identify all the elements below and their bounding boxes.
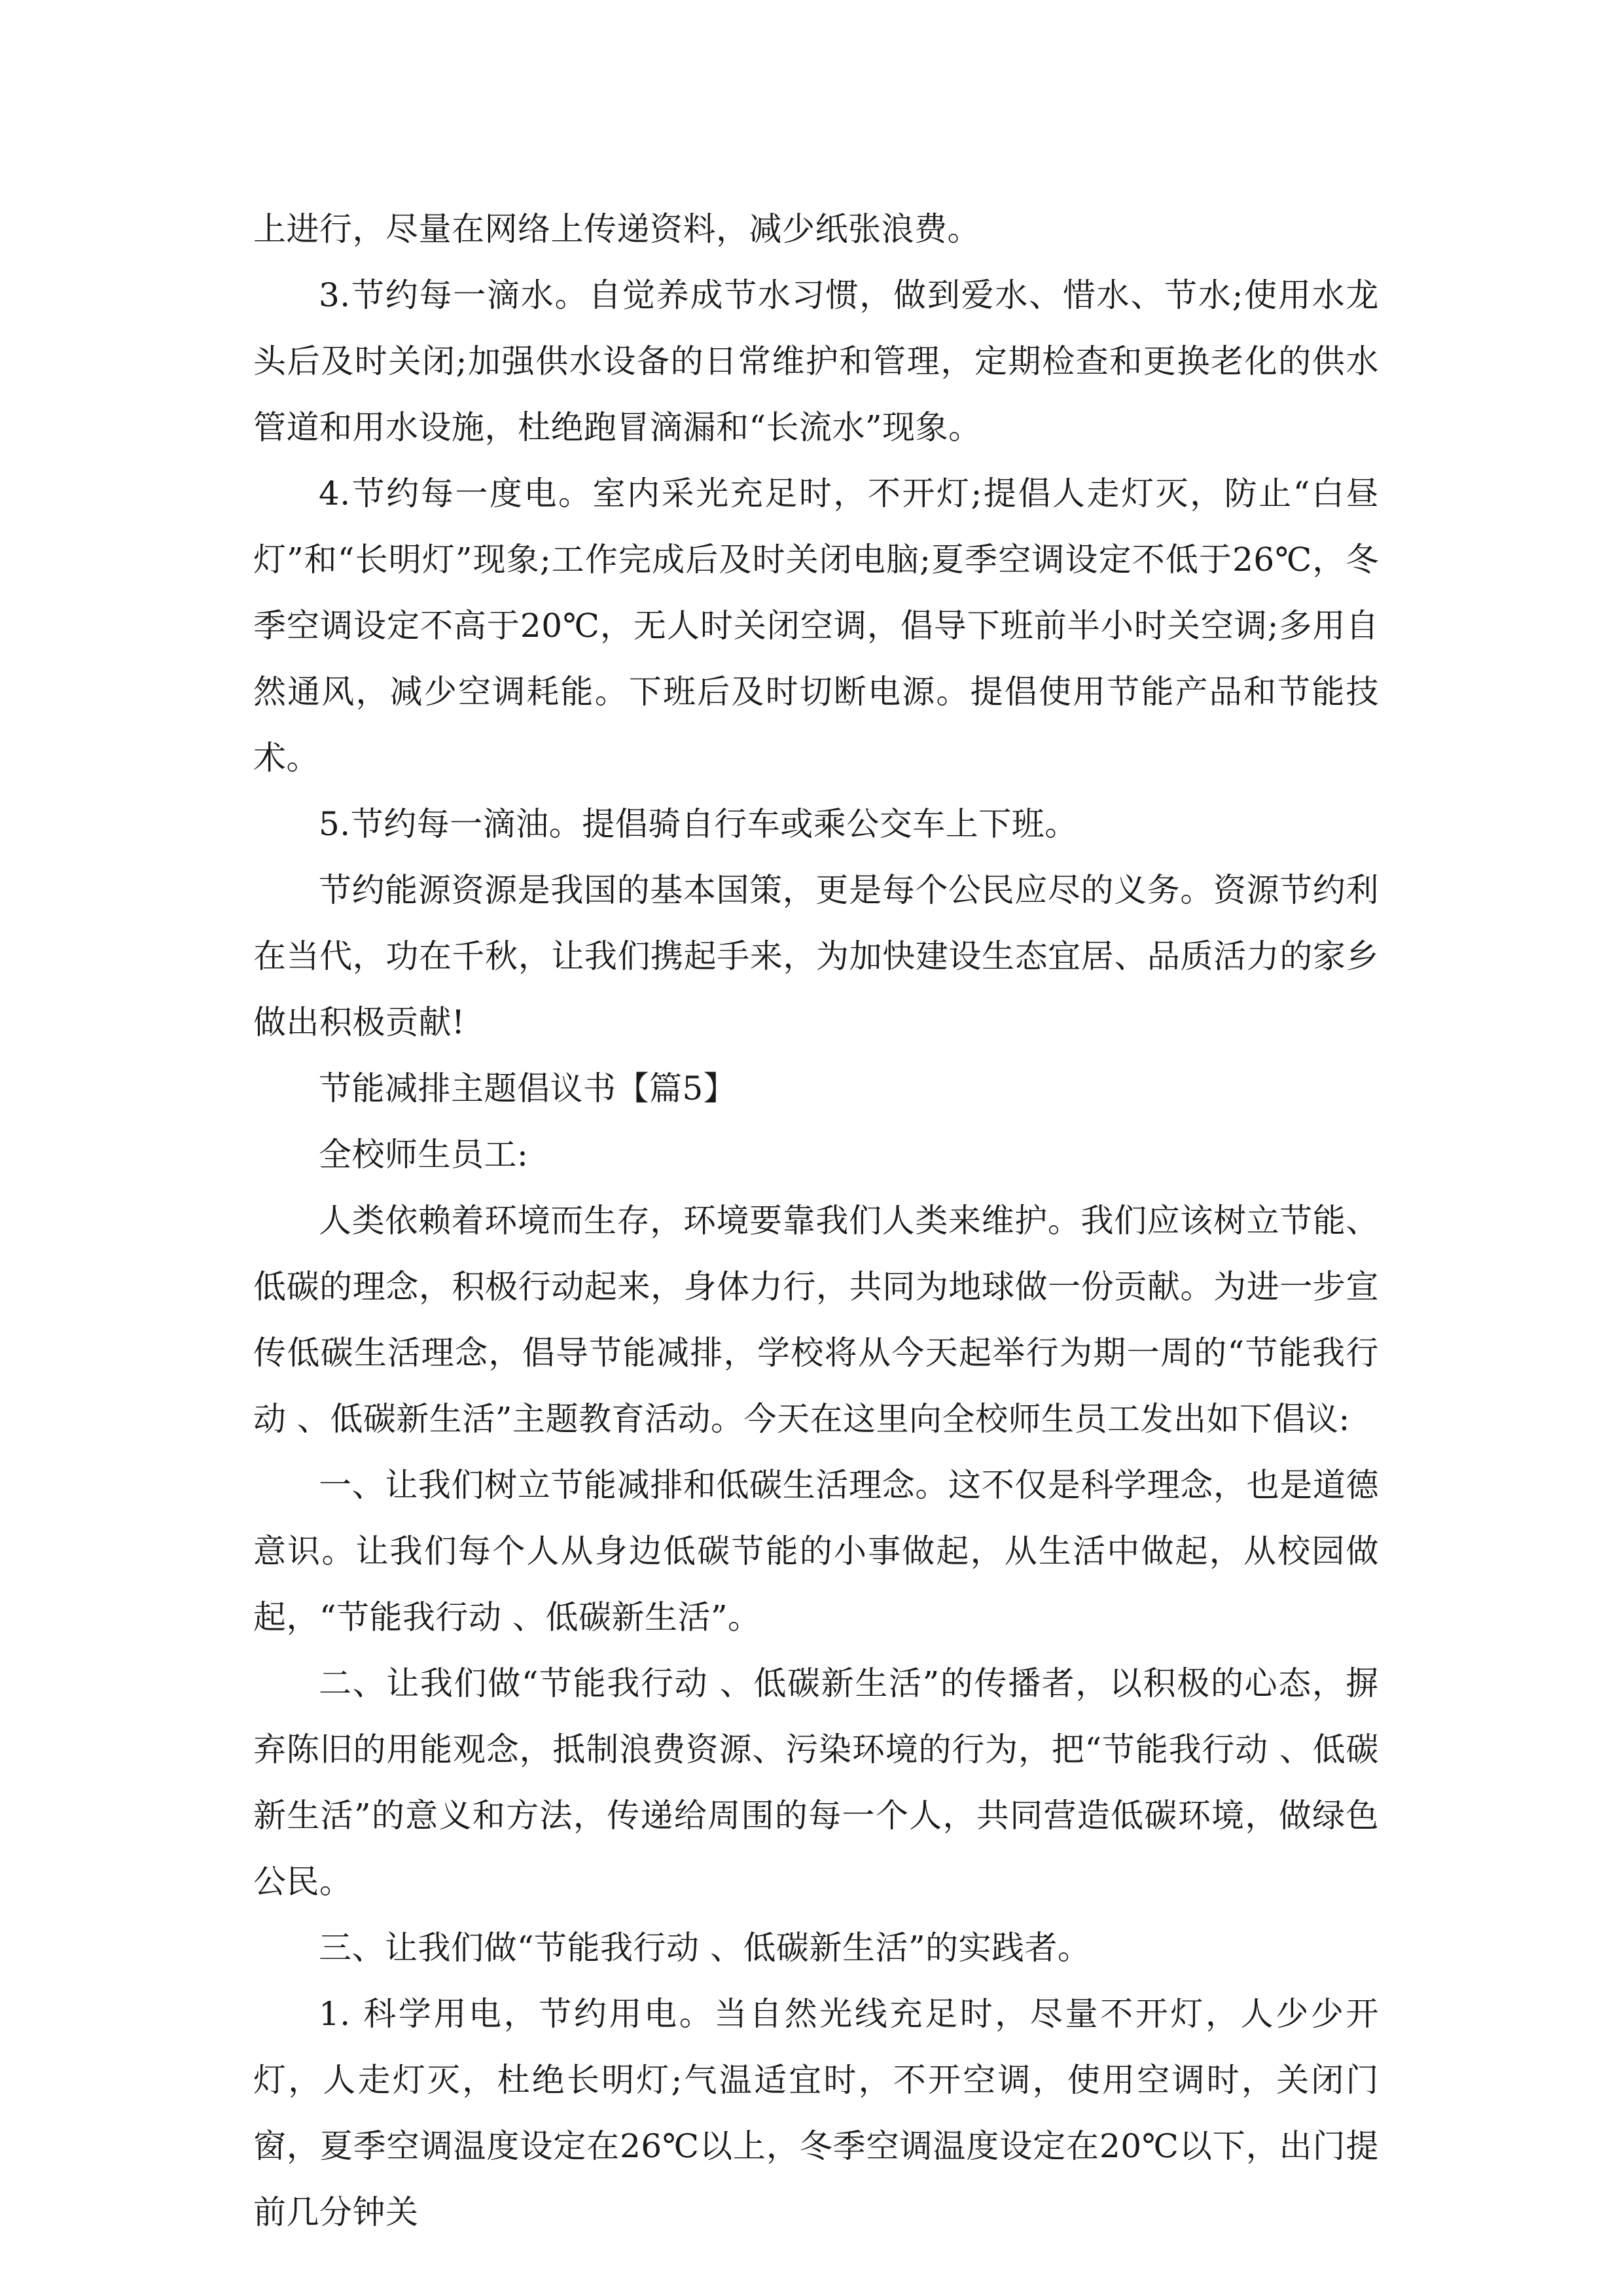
paragraph-save-oil: 5.节约每一滴油。提倡骑自行车或乘公交车上下班。 xyxy=(319,805,1078,843)
paragraph-save-water: 3.节约每一滴水。自觉养成节水习惯，做到爱水、惜水、节水;使用水龙头后及时关闭;加强供水设备的日常维护和管理，定期检查和更换老化的供水管道和用水设施，杜绝跑冒滴漏和“长流水”现象。 xyxy=(253,276,1379,446)
paragraph-intro: 人类依赖着环境而生存，环境要靠我们人类来维护。我们应该树立节能、低碳的理念，积极行动起来，身体力行，共同为地球做一份贡献。为进一步宣传低碳生活理念，倡导节能减排，学校将从今天起举行为期一周的“节能我行动 、低碳新生活”主题教育活动。今天在这里向全校师生员工发出如下倡议: xyxy=(253,1202,1379,1438)
paragraph-point-one: 一、让我们树立节能减排和低碳生活理念。这不仅是科学理念，也是道德意识。让我们每个人从身边低碳节能的小事做起，从生活中做起，从校园做起，“节能我行动 、低碳新生活”。 xyxy=(253,1466,1379,1636)
paragraph-point-two: 二、让我们做“节能我行动 、低碳新生活”的传播者，以积极的心态，摒弃陈旧的用能观念，抵制浪费资源、污染环境的行为，把“节能我行动 、低碳新生活”的意义和方法，传递给周围的每一个人，共同营造低碳环境，做绿色公民。 xyxy=(253,1664,1379,1901)
paragraph-point-three: 三、让我们做“节能我行动 、低碳新生活”的实践者。 xyxy=(319,1929,1091,1967)
paragraph-conclusion: 节约能源资源是我国的基本国策，更是每个公民应尽的义务。资源节约利在当代，功在千秋，让我们携起手来，为加快建设生态宜居、品质活力的家乡做出积极贡献! xyxy=(253,871,1379,1041)
document-body xyxy=(253,196,1379,2246)
paragraph-save-electricity: 4.节约每一度电。室内采光充足时，不开灯;提倡人走灯灭，防止“白昼灯”和“长明灯”现象;工作完成后及时关闭电脑;夏季空调设定不低于26℃，冬季空调设定不高于20℃，无人时关闭空调，倡导下班前半小时关空调;多用自然通风，减少空调耗能。下班后及时切断电源。提倡使用节能产品和节能技术。 xyxy=(253,475,1379,777)
section-heading: 节能减排主题倡议书【篇5】 xyxy=(319,1069,737,1107)
salutation: 全校师生员工: xyxy=(319,1136,529,1174)
paragraph-continued: 上进行，尽量在网络上传递资料，减少纸张浪费。 xyxy=(253,210,980,248)
paragraph-electricity-use: 1. 科学用电，节约用电。当自然光线充足时，尽量不开灯，人少少开灯，人走灯灭，杜绝长明灯;气温适宜时，不开空调，使用空调时，关闭门窗，夏季空调温度设定在26℃以上，冬季空调温度设定在20℃以下，出门提前几分钟关 xyxy=(253,1995,1379,2231)
